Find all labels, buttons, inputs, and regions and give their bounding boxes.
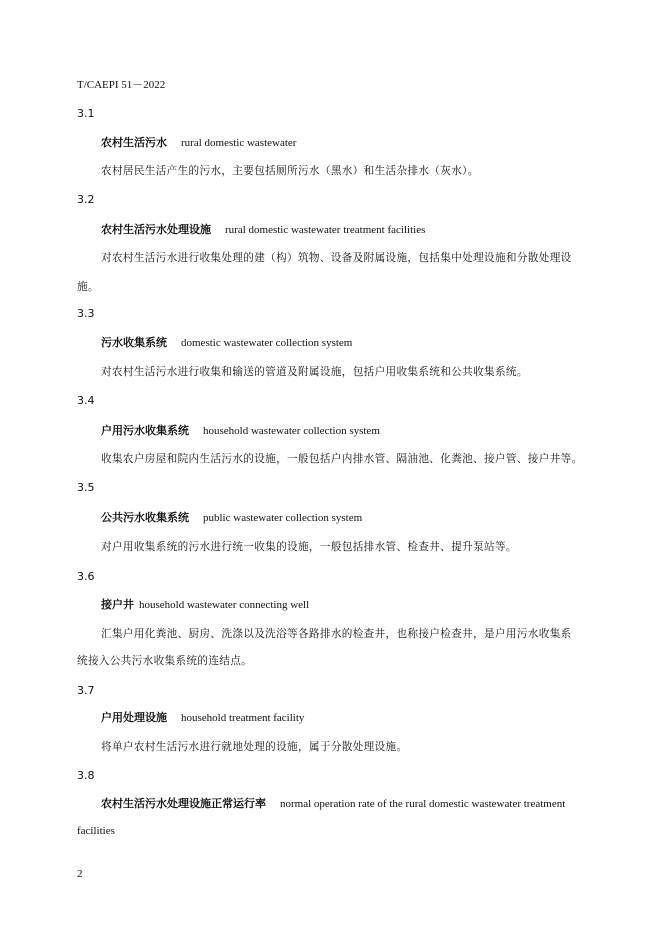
clause-number: 3.8	[77, 769, 95, 782]
term-en: household treatment facility	[181, 712, 305, 724]
definition: 对农村生活污水进行收集处理的建（构）筑物、设备及附属设施，包括集中处理设施和分散处理设	[101, 252, 572, 264]
definition: 对户用收集系统的污水进行统一收集的设施，一般包括排水管、检查井、提升泵站等。	[101, 541, 517, 553]
definition-continued: 统接入公共污水收集系统的连结点。	[77, 655, 253, 667]
definition: 汇集户用化粪池、厨房、洗涤以及洗浴等各路排水的检查井，也称接户检查井，是户用污水收集系	[101, 628, 572, 640]
clause-number: 3.7	[77, 684, 95, 697]
clause-number: 3.2	[77, 193, 95, 206]
clause-number: 3.1	[77, 107, 95, 120]
term-cn: 接户井	[101, 598, 134, 611]
term	[101, 797, 565, 811]
term-cn: 公共污水收集系统	[101, 511, 189, 524]
clause-number: 3.5	[77, 481, 95, 494]
term-cn: 户用污水收集系统	[101, 424, 189, 437]
clause-number: 3.4	[77, 394, 95, 407]
page-number: 2	[77, 868, 83, 880]
clause-number: 3.3	[77, 307, 95, 320]
term	[101, 511, 362, 525]
definition: 将单户农村生活污水进行就地处理的设施，属于分散处理设施。	[101, 741, 408, 753]
clause-number: 3.6	[77, 570, 95, 583]
term	[101, 711, 304, 725]
term	[101, 336, 352, 350]
term-en: rural domestic wastewater treatment facilities	[225, 224, 426, 236]
term-cn: 农村生活污水处理设施正常运行率	[101, 797, 266, 810]
term-en: public wastewater collection system	[203, 512, 363, 524]
definition: 收集农户房屋和院内生活污水的设施，一般包括户内排水管、隔油池、化粪池、接户管、接户井等。	[101, 453, 583, 465]
term	[101, 136, 296, 150]
term-en: normal operation rate of the rural domestic wastewater treatment	[280, 798, 566, 810]
term-cn: 户用处理设施	[101, 711, 167, 724]
term-cn: 农村生活污水处理设施	[101, 223, 211, 236]
definition-continued: 施。	[77, 281, 99, 293]
term-en: rural domestic wastewater	[181, 137, 297, 149]
term-en: household wastewater connecting well	[139, 599, 310, 611]
term	[101, 223, 425, 237]
term-en: household wastewater collection system	[203, 425, 380, 437]
document-header: T/CAEPI 51－2022	[77, 79, 166, 91]
term	[101, 598, 309, 612]
definition: 对农村生活污水进行收集和输送的管道及附属设施，包括户用收集系统和公共收集系统。	[101, 366, 528, 378]
term-en: domestic wastewater collection system	[181, 337, 353, 349]
definition: 农村居民生活产生的污水，主要包括厕所污水（黑水）和生活杂排水（灰水）。	[101, 165, 479, 177]
term-cn: 农村生活污水	[101, 136, 167, 149]
term-cn: 污水收集系统	[101, 336, 167, 349]
term	[101, 424, 380, 438]
term-en-continued: facilities	[77, 825, 115, 837]
